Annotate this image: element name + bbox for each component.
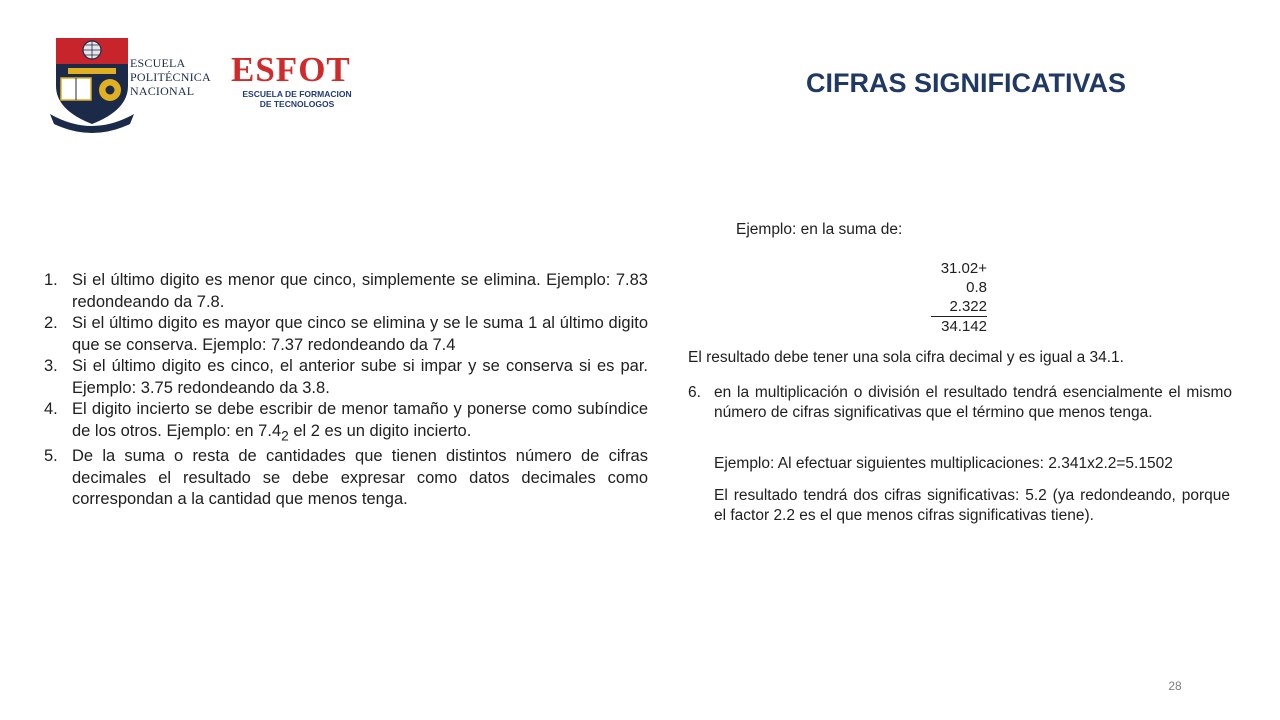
rules-list-left xyxy=(44,270,648,511)
page-number: 28 xyxy=(1168,679,1182,693)
rule-item: 4. El digito incierto se debe escribir de menor tamaño y ponerse como subíndice de los otros. Ejemplo: en $7.4_2$ el 2 es un digito incierto. xyxy=(44,400,648,443)
multiplication-result: El resultado tendrá dos cifras significativas: 5.2 (ya redondeando, porque el factor 2.2 es el que menos cifras significativas tiene). xyxy=(714,487,1230,524)
multiplication-example: Ejemplo: Al efectuar siguientes multiplicaciones: 2.341x2.2=5.1502 xyxy=(714,455,1173,472)
rule-item: 6. en la multiplicación o división el resultado tendrá esencialmente el mismo número de cifras significativas que el término que menos tenga. xyxy=(688,384,1232,421)
slide-title: CIFRAS SIGNIFICATIVAS xyxy=(806,68,1127,98)
rule-item: 1. Si el último digito es menor que cinco, simplemente se elimina. Ejemplo: 7.83 redondeando da 7.8. xyxy=(44,271,648,311)
sum-example: 31.02+ 0.8 2.322 34.142 xyxy=(931,259,987,336)
rule-item: 2. Si el último digito es mayor que cinco se elimina y se le suma 1 al último digito que se conserva. Ejemplo: 7.37 redondeando da 7.4 xyxy=(44,314,648,354)
rule-item: 3. Si el último digito es cinco, el anterior sube si impar y se conserva si es par. Ejemplo: 3.75 redondeando da 3.8. xyxy=(44,357,648,397)
esfot-logo-title: ESFOT xyxy=(231,50,351,89)
example-intro: Ejemplo: en la suma de: xyxy=(736,221,903,238)
rule-item: 5. De la suma o resta de cantidades que tienen distintos número de cifras decimales el resultado se debe expresar como datos decimales como correspondan a la cantidad que menos tenga. xyxy=(44,447,648,509)
esfot-logo-subtitle: ESCUELA DE FORMACION DE TECNOLOGOS xyxy=(242,89,352,109)
epn-shield-icon xyxy=(48,34,138,134)
sum-result: El resultado debe tener una sola cifra decimal y es igual a 34.1. xyxy=(688,349,1124,366)
examples-block-right xyxy=(686,212,1248,528)
epn-logo-text: ESCUELA POLITÉCNICA NACIONAL xyxy=(130,56,211,98)
